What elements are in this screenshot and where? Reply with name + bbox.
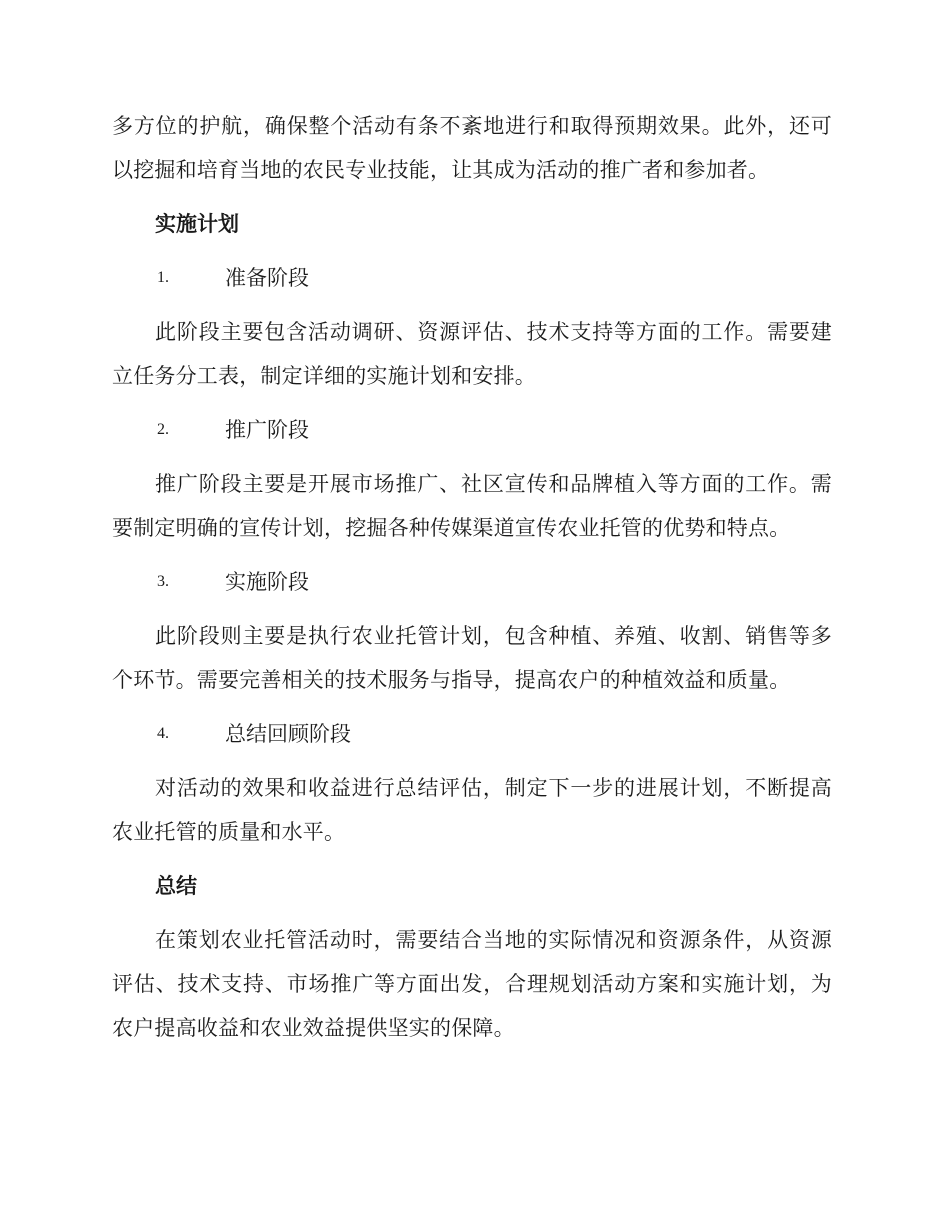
stage-3-paragraph: 此阶段则主要是执行农业托管计划，包含种植、养殖、收割、销售等多个环节。需要完善相关的技术服务与指导，提高农户的种植效益和质量。 <box>112 624 832 692</box>
intro-paragraph: 多方位的护航，确保整个活动有条不紊地进行和取得预期效果。此外，还可以挖掘和培育当地的农民专业技能，让其成为活动的推广者和参加者。 <box>112 114 832 182</box>
list-number: 2. <box>157 421 169 438</box>
list-item-stage-2 <box>112 408 832 452</box>
summary-paragraph: 在策划农业托管活动时，需要结合当地的实际情况和资源条件，从资源评估、技术支持、市场推广等方面出发，合理规划活动方案和实施计划，为农户提高收益和农业效益提供坚实的保障。 <box>112 928 832 1040</box>
stage-4-paragraph: 对活动的效果和收益进行总结评估，制定下一步的进展计划，不断提高农业托管的质量和水平。 <box>112 776 832 844</box>
list-label: 推广阶段 <box>225 418 309 442</box>
section-heading-summary: 总结 <box>155 874 197 898</box>
list-label: 实施阶段 <box>225 570 309 594</box>
document-page <box>112 104 832 1050</box>
list-number: 3. <box>157 573 169 590</box>
list-number: 1. <box>157 269 169 286</box>
stage-1-paragraph: 此阶段主要包含活动调研、资源评估、技术支持等方面的工作。需要建立任务分工表，制定详细的实施计划和安排。 <box>112 320 832 388</box>
section-heading-plan: 实施计划 <box>155 212 239 236</box>
list-number: 4. <box>157 725 169 742</box>
list-item-stage-1 <box>112 256 832 300</box>
stage-2-paragraph: 推广阶段主要是开展市场推广、社区宣传和品牌植入等方面的工作。需要制定明确的宣传计划，挖掘各种传媒渠道宣传农业托管的优势和特点。 <box>112 472 832 540</box>
list-item-stage-4 <box>112 712 832 756</box>
list-label: 准备阶段 <box>225 266 309 290</box>
list-item-stage-3 <box>112 560 832 604</box>
list-label: 总结回顾阶段 <box>225 722 351 746</box>
